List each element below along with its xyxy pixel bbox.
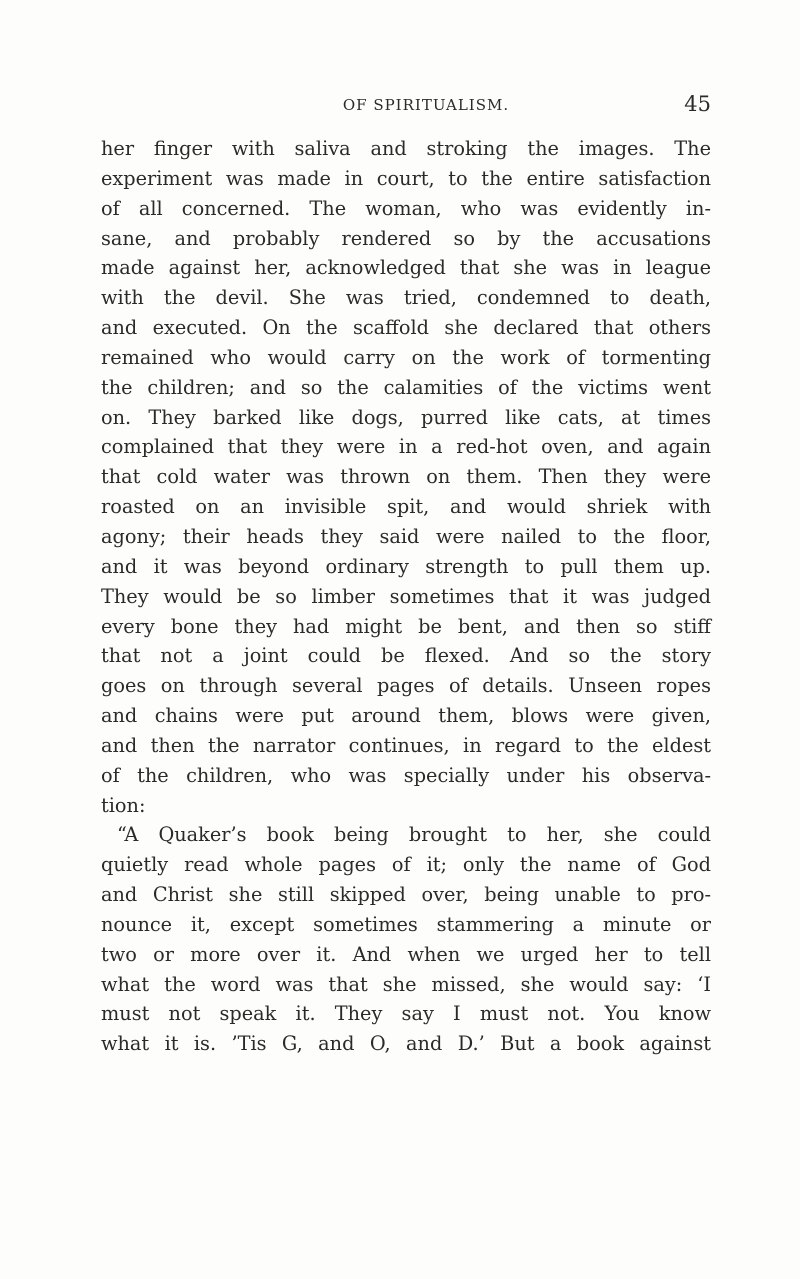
text-line: two or more over it. And when we urged her to tell: [101, 942, 711, 966]
text-line: with the devil. She was tried, condemned to death,: [101, 286, 711, 310]
text-line: and chains were put around them, blows were given,: [101, 704, 711, 728]
text-line: They would be so limber sometimes that it was judged: [101, 584, 711, 608]
body-text: [101, 134, 711, 1059]
text-line: that not a joint could be flexed. And so the story: [101, 644, 711, 668]
text-line: the children; and so the calamities of the victims went: [101, 375, 711, 399]
text-line: must not speak it. They say I must not. You know: [101, 1002, 711, 1026]
text-line: goes on through several pages of details. Unseen ropes: [101, 674, 711, 698]
text-line: agony; their heads they said were nailed to the floor,: [101, 524, 711, 548]
text-line: on. They barked like dogs, purred like cats, at times: [101, 405, 711, 429]
text-line: that cold water was thrown on them. Then they were: [101, 465, 711, 489]
text-line: roasted on an invisible spit, and would shriek with: [101, 495, 711, 519]
text-line: and then the narrator continues, in regard to the eldest: [101, 733, 711, 757]
text-line: and it was beyond ordinary strength to pull them up.: [101, 554, 711, 578]
text-line: made against her, acknowledged that she was in league: [101, 256, 711, 280]
text-line: and executed. On the scaffold she declared that others: [101, 316, 711, 340]
text-line: “A Quaker’s book being brought to her, she could: [117, 823, 711, 847]
page-number: 45: [684, 92, 711, 116]
text-line: experiment was made in court, to the entire satisfaction: [101, 166, 711, 190]
running-head: [101, 92, 711, 122]
text-line: remained who would carry on the work of tormenting: [101, 345, 711, 369]
running-title: OF SPIRITUALISM.: [342, 96, 510, 114]
text-line: what the word was that she missed, she would say: ‘I: [101, 972, 711, 996]
text-line: what it is. ’Tis G, and O, and D.’ But a book against: [101, 1032, 711, 1056]
text-line: sane, and probably rendered so by the accusations: [101, 226, 711, 250]
text-line: her finger with saliva and stroking the images. The: [101, 137, 711, 160]
text-line: of all concerned. The woman, who was evidently in-: [101, 196, 711, 220]
text-line: tion:: [101, 793, 146, 817]
text-line: quietly read whole pages of it; only the name of God: [101, 853, 711, 877]
text-line: and Christ she still skipped over, being unable to pro-: [101, 883, 711, 907]
text-line: complained that they were in a red-hot oven, and again: [101, 435, 711, 459]
text-line: every bone they had might be bent, and then so stiff: [101, 614, 711, 638]
text-line: nounce it, except sometimes stammering a minute or: [101, 912, 711, 936]
text-line: of the children, who was specially under his observa-: [101, 763, 711, 787]
